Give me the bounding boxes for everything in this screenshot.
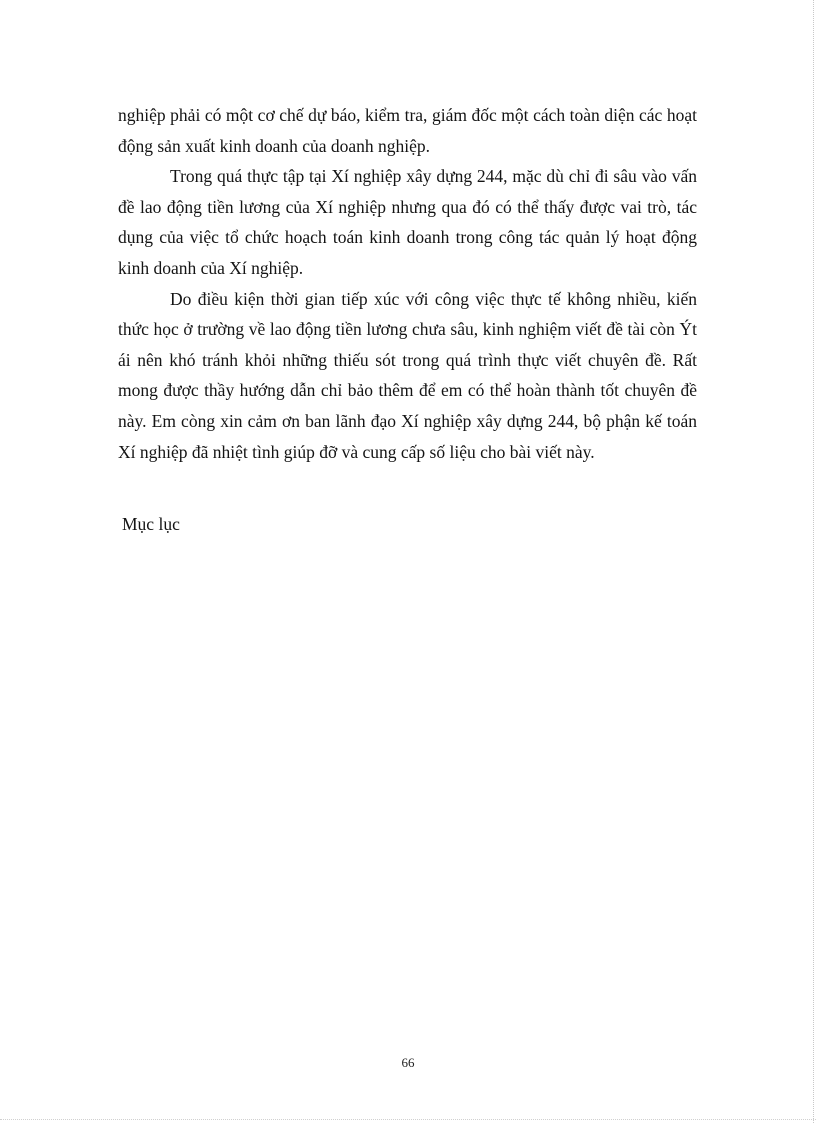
paragraph-acknowledgement: Do điều kiện thời gian tiếp xúc với công việc thực tế không nhiều, kiến thức học ở trường về lao động tiền lương chưa sâu, kinh nghiệm viết đề tài còn Ýt ái nên khó tránh khỏi những thiếu sót trong quá trình thực viết chuyên đề. Rất mong được thầy hướng dẫn chỉ bảo thêm để em có thể hoàn thành tốt chuyên đề này. Em còng xin cảm ơn ban lãnh đạo Xí nghiệp xây dựng 244, bộ phận kế toán Xí nghiệp đã nhiệt tình giúp đỡ và cung cấp số liệu cho bài viết này. bbox=[118, 288, 697, 462]
paragraph-continuation: nghiệp phải có một cơ chế dự báo, kiểm tra, giám đốc một cách toàn diện các hoạt động sản xuất kinh doanh của doanh nghiệp. bbox=[118, 105, 697, 156]
paragraph-internship: Trong quá thực tập tại Xí nghiệp xây dựng 244, mặc dù chỉ đi sâu vào vấn đề lao động tiền lương của Xí nghiệp nhưng qua đó có thể thấy được vai trò, tác dụng của việc tổ chức hoạch toán kinh doanh trong công tác quản lý hoạt động kinh doanh của Xí nghiệp. bbox=[118, 166, 697, 278]
page-number: 66 bbox=[401, 1055, 415, 1070]
page-edge-right bbox=[813, 0, 814, 1123]
toc-heading: Mục lục bbox=[122, 514, 180, 534]
page-edge-bottom bbox=[0, 1119, 816, 1120]
body-text bbox=[118, 100, 697, 467]
